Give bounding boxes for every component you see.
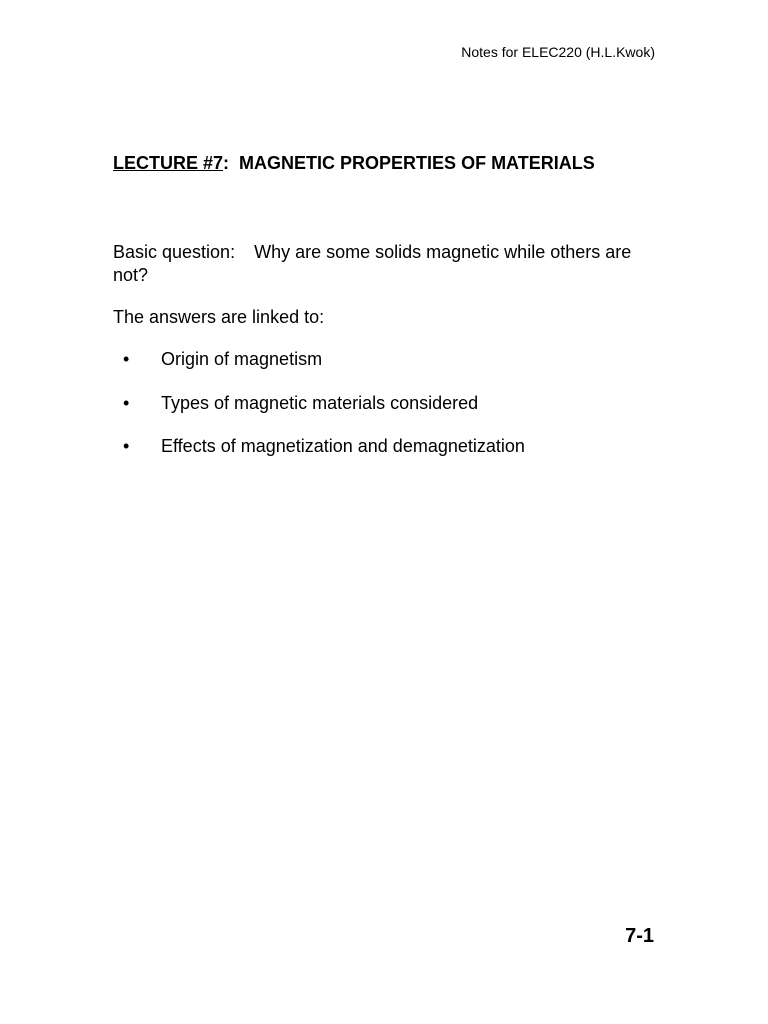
lecture-title: [113, 153, 595, 174]
question-text: Why are some solids magnetic while others are not?: [113, 242, 632, 285]
page-number: 7-1: [625, 925, 654, 947]
lecture-number: LECTURE #7: [113, 153, 224, 173]
bullet-icon: •: [123, 349, 130, 369]
running-header: Notes for ELEC220 (H.L.Kwok): [461, 44, 655, 60]
basic-question: [113, 241, 658, 287]
question-label: Basic question:: [113, 242, 236, 262]
lecture-topic: MAGNETIC PROPERTIES OF MATERIALS: [239, 153, 595, 173]
bullet-icon: •: [123, 392, 130, 413]
title-separator: :: [223, 153, 230, 173]
list-item-text: Origin of magnetism: [161, 349, 323, 369]
answers-intro: The answers are linked to:: [113, 307, 325, 327]
bullet-icon: •: [123, 436, 130, 456]
list-item-text: Types of magnetic materials considered: [161, 392, 479, 413]
list-item-text: Effects of magnetization and demagnetization: [161, 436, 525, 456]
